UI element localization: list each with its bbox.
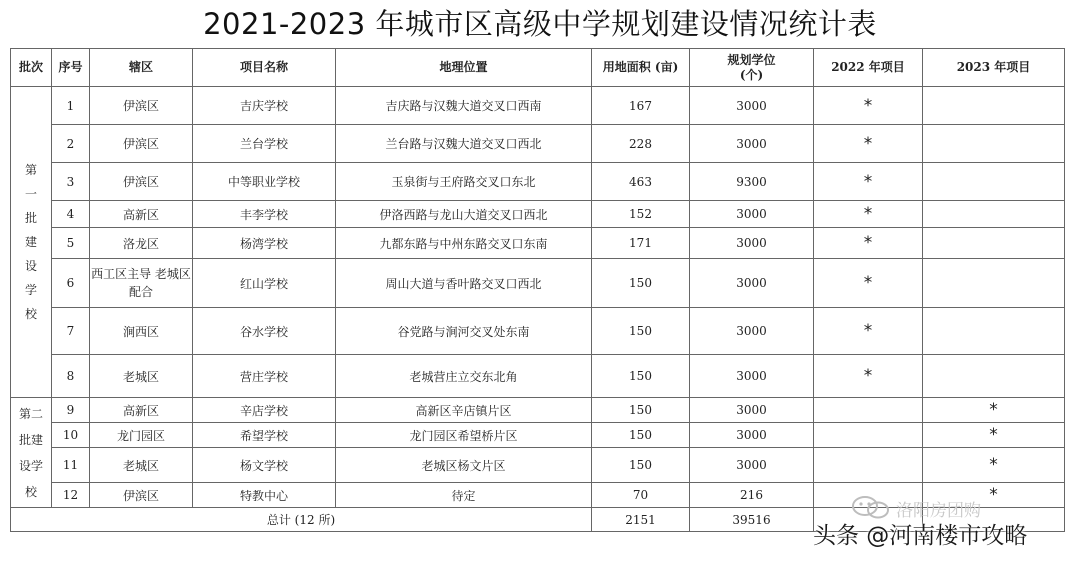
total-seats: 39516 <box>690 508 814 532</box>
cell-2022: * <box>814 355 923 398</box>
cell-district: 伊滨区 <box>90 163 193 201</box>
cell-project: 特教中心 <box>193 483 336 508</box>
cell-area: 150 <box>592 355 690 398</box>
header-index: 序号 <box>52 49 90 87</box>
table-row <box>11 163 1065 201</box>
cell-no: 9 <box>52 398 90 423</box>
cell-location: 待定 <box>336 483 592 508</box>
cell-project: 杨湾学校 <box>193 228 336 259</box>
header-seats-line1: 规划学位 <box>727 52 776 67</box>
cell-2022: * <box>814 125 923 163</box>
cell-district: 涧西区 <box>90 308 193 355</box>
cell-location: 谷党路与涧河交叉处东南 <box>336 308 592 355</box>
cell-location: 龙门园区希望桥片区 <box>336 423 592 448</box>
table-row <box>11 125 1065 163</box>
cell-no: 5 <box>52 228 90 259</box>
cell-2022 <box>814 448 923 483</box>
header-project: 项目名称 <box>193 49 336 87</box>
cell-2022: * <box>814 201 923 228</box>
cell-district: 高新区 <box>90 398 193 423</box>
cell-seats: 3000 <box>690 355 814 398</box>
cell-location: 兰台路与汉魏大道交叉口西北 <box>336 125 592 163</box>
cell-area: 150 <box>592 398 690 423</box>
cell-2023: * <box>923 398 1065 423</box>
cell-location: 吉庆路与汉魏大道交叉口西南 <box>336 87 592 125</box>
table-row <box>11 201 1065 228</box>
total-label: 总计 (12 所) <box>11 508 592 532</box>
cell-2022: * <box>814 87 923 125</box>
cell-project: 吉庆学校 <box>193 87 336 125</box>
table-row <box>11 423 1065 448</box>
cell-seats: 3000 <box>690 228 814 259</box>
batch-second: 第二批建设学校 <box>11 398 52 508</box>
cell-district: 伊滨区 <box>90 483 193 508</box>
cell-project: 谷水学校 <box>193 308 336 355</box>
header-location: 地理位置 <box>336 49 592 87</box>
cell-district: 洛龙区 <box>90 228 193 259</box>
cell-2023 <box>923 355 1065 398</box>
cell-2022 <box>814 423 923 448</box>
cell-no: 7 <box>52 308 90 355</box>
cell-seats: 3000 <box>690 201 814 228</box>
cell-no: 10 <box>52 423 90 448</box>
table-title: 2021-2023 年城市区高级中学规划建设情况统计表 <box>203 7 877 41</box>
cell-2023: * <box>923 448 1065 483</box>
header-district: 辖区 <box>90 49 193 87</box>
cell-project: 辛店学校 <box>193 398 336 423</box>
cell-no: 8 <box>52 355 90 398</box>
cell-area: 150 <box>592 423 690 448</box>
table-row <box>11 259 1065 308</box>
cell-district: 龙门园区 <box>90 423 193 448</box>
table-row <box>11 308 1065 355</box>
cell-no: 11 <box>52 448 90 483</box>
cell-2023: * <box>923 483 1065 508</box>
cell-2023 <box>923 308 1065 355</box>
cell-no: 2 <box>52 125 90 163</box>
cell-seats: 3000 <box>690 448 814 483</box>
cell-project: 丰李学校 <box>193 201 336 228</box>
header-seats <box>690 49 814 87</box>
cell-area: 152 <box>592 201 690 228</box>
cell-area: 167 <box>592 87 690 125</box>
cell-project: 杨文学校 <box>193 448 336 483</box>
header-2022: 2022 年项目 <box>814 49 923 87</box>
table-row <box>11 87 1065 125</box>
cell-project: 兰台学校 <box>193 125 336 163</box>
cell-no: 6 <box>52 259 90 308</box>
cell-project: 希望学校 <box>193 423 336 448</box>
cell-project: 红山学校 <box>193 259 336 308</box>
cell-area: 228 <box>592 125 690 163</box>
cell-no: 3 <box>52 163 90 201</box>
cell-seats: 3000 <box>690 87 814 125</box>
header-seats-line2: (个) <box>739 67 764 82</box>
cell-2022: * <box>814 259 923 308</box>
table-row <box>11 355 1065 398</box>
cell-no: 12 <box>52 483 90 508</box>
cell-project: 营庄学校 <box>193 355 336 398</box>
cell-no: 4 <box>52 201 90 228</box>
table-row <box>11 228 1065 259</box>
watermark-faint-text: 洛阳房团购 <box>896 501 981 521</box>
table-row <box>11 448 1065 483</box>
cell-district: 老城区 <box>90 355 193 398</box>
batch-first: 第一批建设学校 <box>11 87 52 398</box>
cell-seats: 3000 <box>690 423 814 448</box>
cell-location: 周山大道与香叶路交叉口西北 <box>336 259 592 308</box>
cell-district: 西工区主导 老城区配合 <box>90 259 193 308</box>
cell-district: 老城区 <box>90 448 193 483</box>
cell-2022 <box>814 398 923 423</box>
cell-2022: * <box>814 308 923 355</box>
cell-seats: 3000 <box>690 308 814 355</box>
cell-area: 150 <box>592 308 690 355</box>
cell-2023 <box>923 201 1065 228</box>
cell-project: 中等职业学校 <box>193 163 336 201</box>
cell-seats: 3000 <box>690 259 814 308</box>
cell-seats: 3000 <box>690 398 814 423</box>
table-row <box>11 398 1065 423</box>
cell-area: 171 <box>592 228 690 259</box>
cell-2022: * <box>814 228 923 259</box>
cell-2023 <box>923 125 1065 163</box>
cell-2023 <box>923 228 1065 259</box>
total-area: 2151 <box>592 508 690 532</box>
cell-location: 高新区辛店镇片区 <box>336 398 592 423</box>
cell-seats: 3000 <box>690 125 814 163</box>
header-batch: 批次 <box>11 49 52 87</box>
cell-area: 150 <box>592 259 690 308</box>
cell-location: 老城区杨文片区 <box>336 448 592 483</box>
cell-area: 463 <box>592 163 690 201</box>
cell-location: 老城营庄立交东北角 <box>336 355 592 398</box>
school-plan-table <box>10 48 1065 532</box>
header-area: 用地面积 (亩) <box>592 49 690 87</box>
header-row <box>11 49 1065 87</box>
cell-2023 <box>923 259 1065 308</box>
cell-location: 伊洛西路与龙山大道交叉口西北 <box>336 201 592 228</box>
cell-seats: 9300 <box>690 163 814 201</box>
cell-no: 1 <box>52 87 90 125</box>
header-2023: 2023 年项目 <box>923 49 1065 87</box>
cell-2022: * <box>814 163 923 201</box>
cell-district: 伊滨区 <box>90 87 193 125</box>
cell-seats: 216 <box>690 483 814 508</box>
cell-2023 <box>923 163 1065 201</box>
cell-district: 伊滨区 <box>90 125 193 163</box>
cell-area: 150 <box>592 448 690 483</box>
cell-2023 <box>923 87 1065 125</box>
cell-area: 70 <box>592 483 690 508</box>
cell-2023: * <box>923 423 1065 448</box>
cell-location: 玉泉街与王府路交叉口东北 <box>336 163 592 201</box>
watermark-text: 头条 @河南楼市攻略 <box>813 523 1028 549</box>
cell-district: 高新区 <box>90 201 193 228</box>
cell-location: 九都东路与中州东路交叉口东南 <box>336 228 592 259</box>
